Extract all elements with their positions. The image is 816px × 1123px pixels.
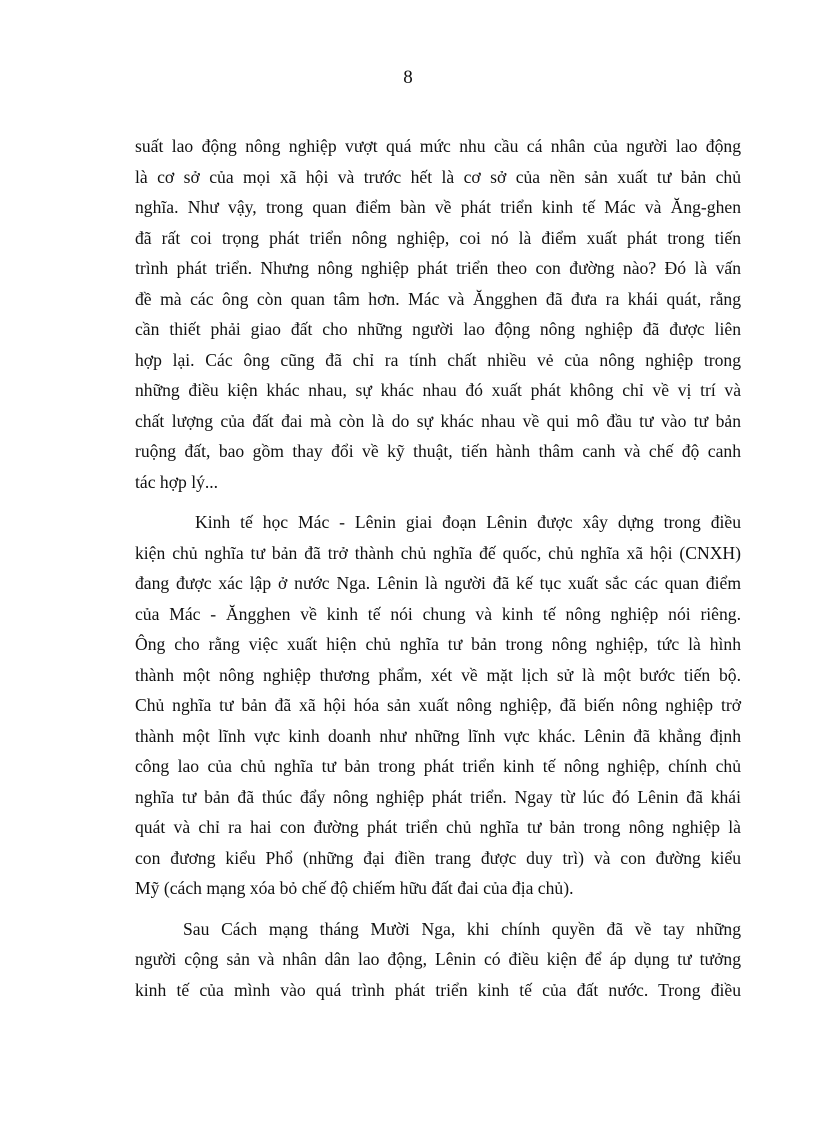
text-line: nghĩa. Như vậy, trong quan điểm bàn về phát triển kinh tế Mác và Ăng-ghen: [135, 197, 741, 217]
text-line: Mỹ (cách mạng xóa bỏ chế độ chiếm hữu đất đai của địa chủ).: [135, 878, 574, 898]
text-line: của Mác - Ăngghen về kinh tế nói chung và kinh tế nông nghiệp nói riêng.: [135, 603, 741, 624]
text-line: Kinh tế học Mác - Lênin giai đoạn Lênin được xây dựng trong điều: [195, 512, 741, 532]
text-line: đang được xác lập ở nước Nga. Lênin là người đã kế tục xuất sắc các quan điểm: [135, 573, 741, 593]
text-line: Ông cho rằng việc xuất hiện chủ nghĩa tư bản trong nông nghiệp, tức là hình: [135, 634, 741, 654]
paragraph-2: [135, 507, 741, 904]
text-line: nghĩa tư bản đã thúc đẩy nông nghiệp phát triển. Ngay từ lúc đó Lênin đã khái: [135, 786, 741, 807]
text-line: người cộng sản và nhân dân lao động, Lênin có điều kiện để áp dụng tư tưởng: [135, 949, 741, 969]
text-line: những điều kiện khác nhau, sự khác nhau đó xuất phát không chỉ về vị trí và: [135, 380, 741, 400]
text-line: Chủ nghĩa tư bản đã xã hội hóa sản xuất nông nghiệp, đã biến nông nghiệp trở: [135, 695, 741, 715]
text-line: tác hợp lý...: [135, 471, 219, 492]
text-line: hợp lại. Các ông cũng đã chỉ ra tính chất nhiều vẻ của nông nghiệp trong: [135, 349, 741, 370]
text-line: Sau Cách mạng tháng Mười Nga, khi chính quyền đã về tay những: [183, 918, 741, 939]
text-line: trình phát triển. Nhưng nông nghiệp phát triển theo con đường nào? Đó là vấn: [135, 258, 741, 278]
paragraph-1: [135, 131, 741, 497]
text-line: kiện chủ nghĩa tư bản đã trở thành chủ nghĩa đế quốc, chủ nghĩa xã hội (CNXH): [135, 542, 741, 563]
text-line: công lao của chủ nghĩa tư bản trong phát triển kinh tế nông nghiệp, chính chủ: [135, 756, 741, 776]
text-line: suất lao động nông nghiệp vượt quá mức nhu cầu cá nhân của người lao động: [135, 136, 741, 156]
text-line: đề mà các ông còn quan tâm hơn. Mác và Ăngghen đã đưa ra khái quát, rằng: [135, 288, 741, 309]
text-line: cần thiết phải giao đất cho những người lao động nông nghiệp đã được liên: [135, 319, 741, 339]
text-line: đã rất coi trọng phát triển nông nghiệp, coi nó là điểm xuất phát trong tiến: [135, 227, 741, 248]
page-number: 8: [403, 67, 413, 88]
document-body: [135, 131, 741, 1005]
text-line: con đương kiểu Phổ (những đại điền trang được duy trì) và con đường kiểu: [135, 847, 741, 868]
paragraph-3: [135, 914, 741, 1006]
text-line: ruộng đất, bao gồm thay đổi về kỹ thuật, tiến hành thâm canh và chế độ canh: [135, 441, 741, 461]
text-line: thành một nông nghiệp thương phẩm, xét về mặt lịch sử là một bước tiến bộ.: [135, 664, 741, 685]
text-line: là cơ sở của mọi xã hội và trước hết là cơ sở của nền sản xuất tư bản chủ: [135, 166, 741, 187]
text-line: kinh tế của mình vào quá trình phát triển kinh tế của đất nước. Trong điều: [135, 979, 741, 1000]
text-line: quát và chỉ ra hai con đường phát triển chủ nghĩa tư bản trong nông nghiệp là: [135, 817, 741, 837]
text-line: chất lượng của đất đai mà còn là do sự khác nhau về qui mô đầu tư vào tư bản: [135, 410, 741, 431]
text-line: thành một lĩnh vực kinh doanh như những lĩnh vực khác. Lênin đã khẳng định: [135, 725, 741, 746]
paragraph-spacer: [135, 904, 741, 914]
paragraph-spacer: [135, 497, 741, 507]
